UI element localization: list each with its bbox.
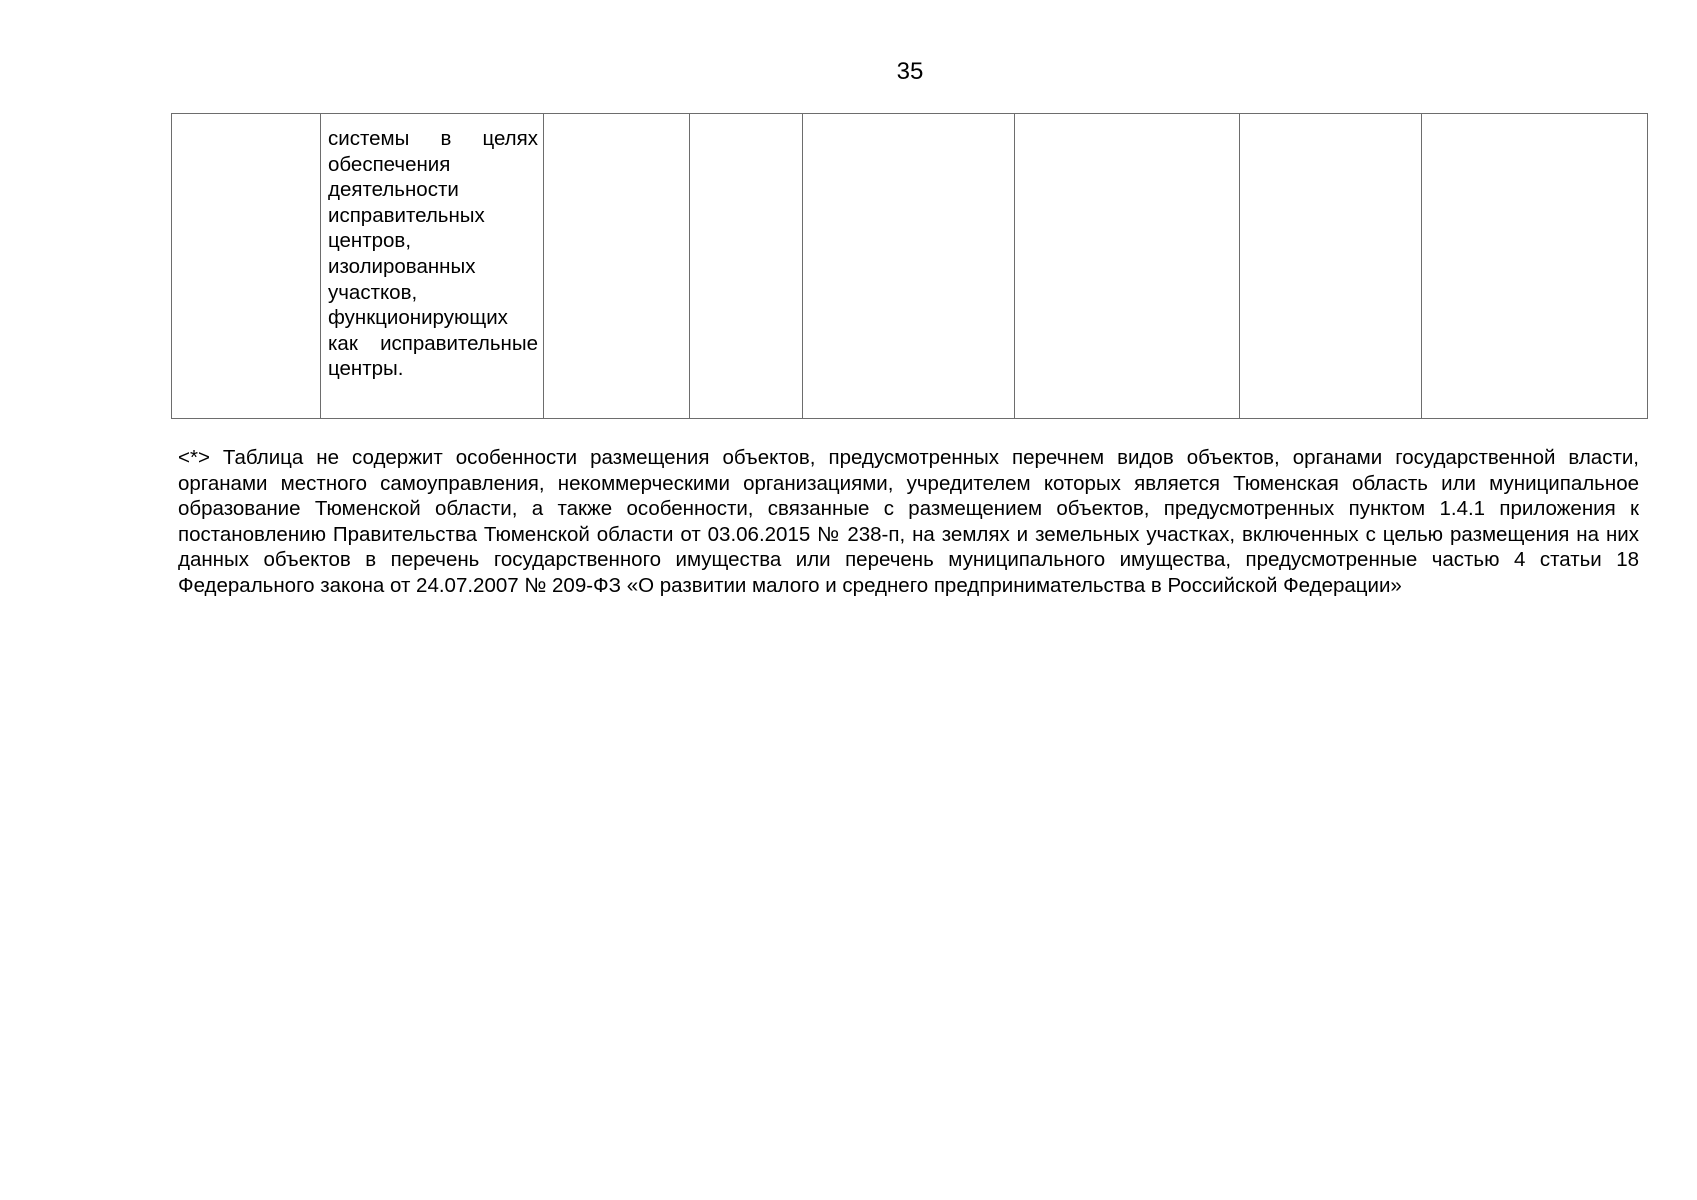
table-cell [803,114,1015,419]
table-cell [544,114,690,419]
table-cell: системы в целях обеспечения деятельности исправительных центров, изолированных участков, функционирующих как исправительные центры. [321,114,544,419]
table-cell [690,114,803,419]
table-cell [1422,114,1648,419]
page-number: 35 [896,58,924,85]
table-cell [1240,114,1422,419]
table-row [172,114,1648,419]
footnote: <*> Таблица не содержит особенности размещения объектов, предусмотренных перечнем видов объектов, органами государственной власти, органами местного самоуправления, некоммерческими организациями, учредителем которых является Тюменская область или муниципальное образование Тюменской области, а также особенности, связанные с размещением объектов, предусмотренных пунктом 1.4.1 приложения к постановлению Правительства Тюменской области от 03.06.2015 № 238-п, на землях и земельных участках, включенных с целью размещения на них данных объектов в перечень государственного имущества или перечень муниципального имущества, предусмотренные частью 4 статьи 18 Федерального закона от 24.07.2007 № 209-ФЗ «О развитии малого и среднего предпринимательства в Российской Федерации» [178,446,1639,597]
table-cell [172,114,321,419]
table-cell [1015,114,1240,419]
content-table [171,113,1648,419]
